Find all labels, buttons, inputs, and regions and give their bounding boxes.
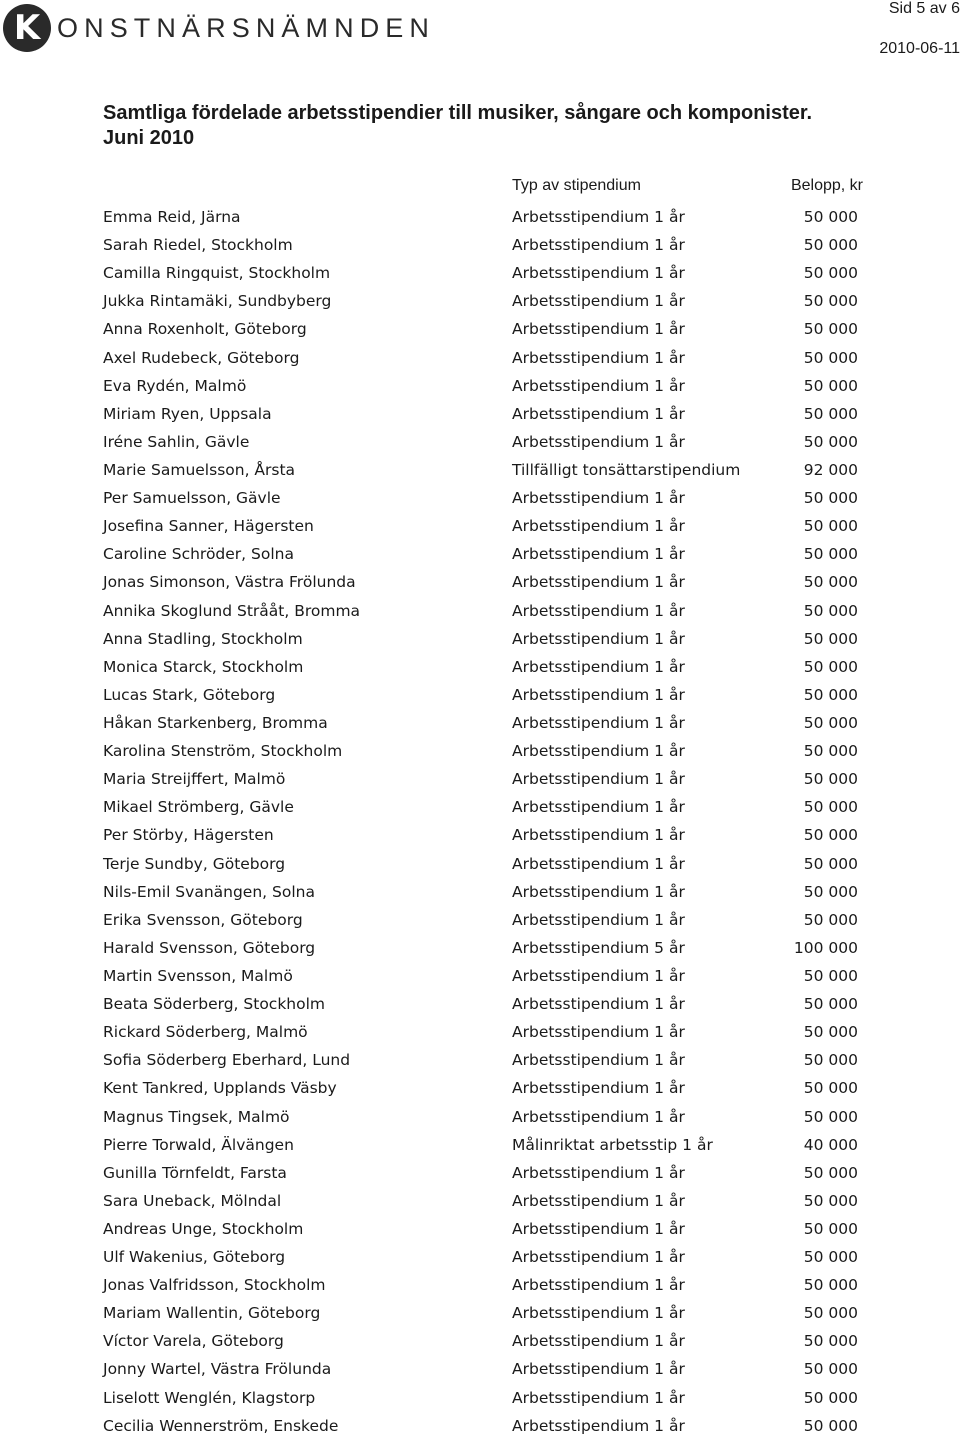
grant-type: Arbetsstipendium 1 år (512, 376, 685, 395)
recipient-name: Martin Svensson, Malmö (103, 966, 293, 985)
grant-amount: 50 000 (803, 1360, 858, 1379)
document-title (103, 101, 812, 151)
table-row (0, 1104, 960, 1132)
grant-amount: 50 000 (803, 1107, 858, 1126)
table-row (0, 1188, 960, 1216)
table-row (0, 710, 960, 738)
recipient-name: Emma Reid, Järna (103, 208, 241, 226)
recipient-name: Rickard Söderberg, Malmö (103, 1023, 308, 1042)
table-row (0, 1413, 960, 1441)
grant-type: Arbetsstipendium 1 år (512, 1051, 685, 1070)
grant-type: Arbetsstipendium 1 år (512, 320, 685, 339)
table-row (0, 682, 960, 710)
recipient-name: Ulf Wakenius, Göteborg (103, 1248, 286, 1267)
grant-amount: 50 000 (803, 489, 858, 508)
recipient-name: Víctor Varela, Göteborg (103, 1332, 284, 1351)
grant-amount: 50 000 (803, 826, 858, 845)
recipient-name: Mariam Wallentin, Göteborg (103, 1304, 321, 1323)
grant-amount: 50 000 (803, 1248, 858, 1267)
grant-type: Arbetsstipendium 1 år (512, 1163, 685, 1182)
table-row (0, 1216, 960, 1244)
table-row (0, 794, 960, 822)
grant-type: Arbetsstipendium 1 år (512, 1079, 685, 1098)
title-line-1: Samtliga fördelade arbetsstipendier till musiker, sångare och komponister. (103, 102, 813, 124)
grant-type: Arbetsstipendium 1 år (512, 1023, 685, 1042)
grant-amount: 50 000 (803, 1388, 858, 1407)
grant-amount: 50 000 (803, 713, 858, 732)
grant-type: Arbetsstipendium 5 år (512, 938, 685, 957)
grant-amount: 50 000 (803, 545, 858, 564)
grant-type: Arbetsstipendium 1 år (512, 657, 685, 676)
grant-amount: 50 000 (803, 1163, 858, 1182)
grant-amount: 50 000 (803, 376, 858, 395)
table-row (0, 232, 960, 260)
table-row (0, 1075, 960, 1103)
recipient-name: Eva Rydén, Malmö (103, 376, 247, 395)
grant-type: Arbetsstipendium 1 år (512, 404, 685, 423)
grant-amount: 50 000 (803, 854, 858, 873)
grant-amount: 40 000 (803, 1135, 858, 1154)
recipient-name: Harald Svensson, Göteborg (103, 938, 316, 957)
recipient-name: Terje Sundby, Göteborg (103, 854, 286, 873)
grant-type: Arbetsstipendium 1 år (512, 882, 685, 901)
grant-type: Arbetsstipendium 1 år (512, 489, 685, 508)
recipient-name: Kent Tankred, Upplands Väsby (103, 1079, 337, 1098)
grant-type: Arbetsstipendium 1 år (512, 1388, 685, 1407)
document-date: 2010-06-11 (879, 40, 960, 57)
grant-type: Målinriktat arbetsstip 1 år (512, 1135, 713, 1154)
grant-amount: 50 000 (803, 1276, 858, 1295)
logo-mark: K (3, 4, 51, 52)
grant-amount: 50 000 (803, 264, 858, 283)
grant-amount: 50 000 (803, 770, 858, 789)
grant-type: Arbetsstipendium 1 år (512, 1107, 685, 1126)
recipient-name: Miriam Ryen, Uppsala (103, 404, 272, 423)
grant-amount: 50 000 (803, 320, 858, 339)
grant-type: Arbetsstipendium 1 år (512, 742, 685, 761)
recipient-name: Annika Skoglund Strååt, Bromma (103, 601, 361, 620)
table-row (0, 851, 960, 879)
grant-type: Arbetsstipendium 1 år (512, 208, 685, 226)
table-row (0, 963, 960, 991)
recipient-name: Pierre Torwald, Älvängen (103, 1135, 294, 1154)
table-row (0, 879, 960, 907)
table-row (0, 569, 960, 597)
table-row (0, 1132, 960, 1160)
recipient-name: Erika Svensson, Göteborg (103, 910, 303, 929)
grant-type: Arbetsstipendium 1 år (512, 770, 685, 789)
recipient-name: Marie Samuelsson, Årsta (103, 460, 296, 479)
grant-amount: 50 000 (803, 348, 858, 367)
grant-amount: 50 000 (803, 1079, 858, 1098)
recipient-name: Josefina Sanner, Hägersten (103, 517, 314, 536)
table-row (0, 1244, 960, 1272)
recipient-name: Karolina Stenström, Stockholm (103, 742, 343, 761)
grant-amount: 50 000 (803, 1416, 858, 1435)
table-row (0, 401, 960, 429)
table-row (0, 766, 960, 794)
recipient-name: Jonny Wartel, Västra Frölunda (103, 1360, 332, 1379)
recipient-name: Jukka Rintamäki, Sundbyberg (103, 292, 332, 311)
table-row (0, 1385, 960, 1413)
column-header-amount: Belopp, kr (790, 177, 863, 194)
table-row (0, 457, 960, 485)
table-row (0, 738, 960, 766)
recipient-name: Camilla Ringquist, Stockholm (103, 264, 331, 283)
grant-amount: 50 000 (803, 742, 858, 761)
grant-type: Arbetsstipendium 1 år (512, 1248, 685, 1267)
table-row (0, 1356, 960, 1384)
grant-type: Arbetsstipendium 1 år (512, 798, 685, 817)
recipient-name: Anna Roxenholt, Göteborg (103, 320, 307, 339)
grant-type: Arbetsstipendium 1 år (512, 1416, 685, 1435)
recipient-name: Lucas Stark, Göteborg (103, 685, 276, 704)
table-row (0, 935, 960, 963)
table-row (0, 654, 960, 682)
grant-amount: 50 000 (803, 1219, 858, 1238)
recipient-name: Cecilia Wennerström, Enskede (103, 1416, 339, 1435)
recipient-name: Andreas Unge, Stockholm (103, 1219, 304, 1238)
recipient-name: Gunilla Törnfeldt, Farsta (103, 1163, 287, 1182)
table-row (0, 1272, 960, 1300)
grant-type: Arbetsstipendium 1 år (512, 292, 685, 311)
grant-type: Arbetsstipendium 1 år (512, 1276, 685, 1295)
grant-type: Arbetsstipendium 1 år (512, 432, 685, 451)
grant-type: Tillfälligt tonsättarstipendium (512, 460, 741, 479)
recipient-name: Maria Streijffert, Malmö (103, 770, 286, 789)
grant-amount: 50 000 (803, 882, 858, 901)
grant-amount: 50 000 (803, 1051, 858, 1070)
grant-type: Arbetsstipendium 1 år (512, 236, 685, 255)
page-number: Sid 5 av 6 (888, 0, 960, 17)
grant-amount: 50 000 (803, 685, 858, 704)
table-row (0, 1300, 960, 1328)
recipient-name: Sofia Söderberg Eberhard, Lund (103, 1051, 351, 1070)
table-row (0, 907, 960, 935)
grant-amount: 50 000 (803, 404, 858, 423)
grant-type: Arbetsstipendium 1 år (512, 1219, 685, 1238)
grant-amount: 50 000 (803, 1191, 858, 1210)
grant-amount: 50 000 (803, 601, 858, 620)
grant-amount: 50 000 (803, 657, 858, 676)
grant-amount: 50 000 (803, 208, 858, 226)
recipient-name: Per Samuelsson, Gävle (103, 489, 281, 508)
grant-type: Arbetsstipendium 1 år (512, 826, 685, 845)
table-row (0, 288, 960, 316)
logo (3, 3, 435, 53)
grant-amount: 50 000 (803, 1332, 858, 1351)
recipient-name: Håkan Starkenberg, Bromma (103, 713, 328, 732)
table-row (0, 991, 960, 1019)
recipient-name: Axel Rudebeck, Göteborg (103, 348, 300, 367)
grant-type: Arbetsstipendium 1 år (512, 517, 685, 536)
table-row (0, 598, 960, 626)
table-row (0, 373, 960, 401)
table-row (0, 1047, 960, 1075)
recipient-name: Anna Stadling, Stockholm (103, 629, 303, 648)
recipient-name: Sarah Riedel, Stockholm (103, 236, 293, 255)
grant-amount: 100 000 (793, 938, 858, 957)
table-row (0, 1019, 960, 1047)
recipient-name: Monica Starck, Stockholm (103, 657, 304, 676)
grant-amount: 50 000 (803, 432, 858, 451)
logo-text: ONSTNÄRSNÄMNDEN (57, 12, 436, 43)
table-row (0, 260, 960, 288)
grant-amount: 50 000 (803, 798, 858, 817)
recipient-name: Nils-Emil Svanängen, Solna (103, 882, 315, 901)
grant-type: Arbetsstipendium 1 år (512, 629, 685, 648)
grant-type: Arbetsstipendium 1 år (512, 1304, 685, 1323)
grant-amount: 92 000 (803, 460, 858, 479)
grant-type: Arbetsstipendium 1 år (512, 545, 685, 564)
recipient-name: Jonas Valfridsson, Stockholm (103, 1276, 326, 1295)
table-row (0, 513, 960, 541)
table-row (0, 541, 960, 569)
recipient-name: Beata Söderberg, Stockholm (103, 995, 326, 1014)
recipient-name: Per Störby, Hägersten (103, 826, 274, 845)
table-row (0, 429, 960, 457)
grant-amount: 50 000 (803, 995, 858, 1014)
grant-amount: 50 000 (803, 236, 858, 255)
grant-table (0, 204, 960, 1441)
grant-amount: 50 000 (803, 292, 858, 311)
grant-type: Arbetsstipendium 1 år (512, 601, 685, 620)
grant-type: Arbetsstipendium 1 år (512, 995, 685, 1014)
grant-type: Arbetsstipendium 1 år (512, 713, 685, 732)
grant-type: Arbetsstipendium 1 år (512, 854, 685, 873)
grant-type: Arbetsstipendium 1 år (512, 966, 685, 985)
recipient-name: Caroline Schröder, Solna (103, 545, 294, 564)
grant-type: Arbetsstipendium 1 år (512, 348, 685, 367)
column-header-type: Typ av stipendium (512, 177, 641, 194)
table-row (0, 822, 960, 850)
grant-type: Arbetsstipendium 1 år (512, 573, 685, 592)
title-line-2: Juni 2010 (103, 127, 195, 149)
grant-type: Arbetsstipendium 1 år (512, 264, 685, 283)
grant-type: Arbetsstipendium 1 år (512, 1332, 685, 1351)
table-row (0, 316, 960, 344)
recipient-name: Liselott Wenglén, Klagstorp (103, 1388, 316, 1407)
table-row (0, 1328, 960, 1356)
recipient-name: Jonas Simonson, Västra Frölunda (103, 573, 356, 592)
grant-amount: 50 000 (803, 1304, 858, 1323)
table-row (0, 626, 960, 654)
grant-type: Arbetsstipendium 1 år (512, 1360, 685, 1379)
grant-amount: 50 000 (803, 573, 858, 592)
grant-amount: 50 000 (803, 517, 858, 536)
grant-type: Arbetsstipendium 1 år (512, 910, 685, 929)
grant-amount: 50 000 (803, 1023, 858, 1042)
table-row (0, 485, 960, 513)
table-row (0, 1160, 960, 1188)
grant-amount: 50 000 (803, 629, 858, 648)
table-row (0, 204, 960, 232)
recipient-name: Magnus Tingsek, Malmö (103, 1107, 290, 1126)
grant-type: Arbetsstipendium 1 år (512, 1191, 685, 1210)
grant-amount: 50 000 (803, 910, 858, 929)
recipient-name: Mikael Strömberg, Gävle (103, 798, 294, 817)
grant-amount: 50 000 (803, 966, 858, 985)
table-row (0, 345, 960, 373)
recipient-name: Sara Uneback, Mölndal (103, 1191, 282, 1210)
recipient-name: Iréne Sahlin, Gävle (103, 432, 250, 451)
grant-type: Arbetsstipendium 1 år (512, 685, 685, 704)
